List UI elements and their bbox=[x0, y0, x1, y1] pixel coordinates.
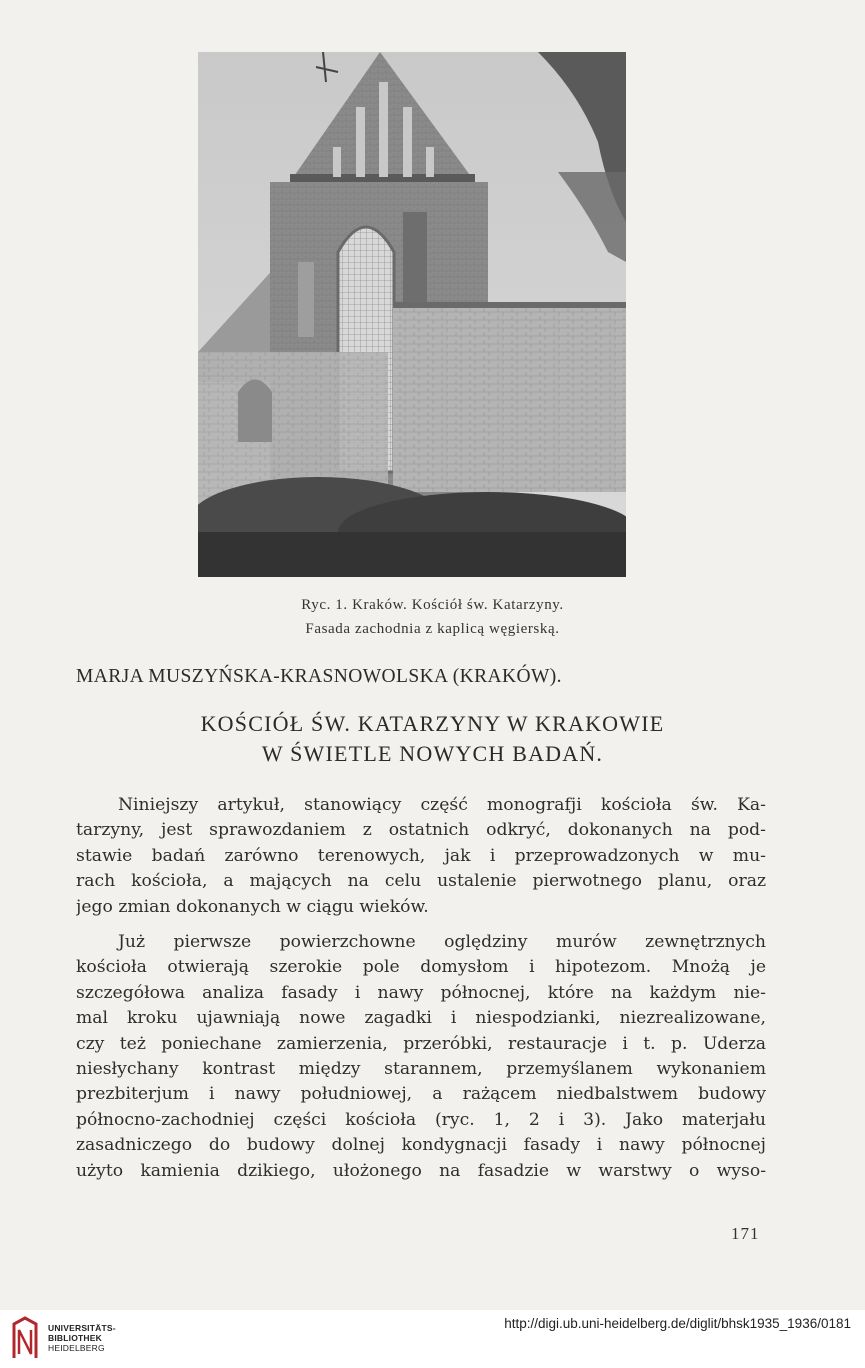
church-facade-photo bbox=[198, 52, 626, 577]
text-line: kościoła otwierają szerokie pole domysłom i hipotezom. Mnożą je bbox=[76, 957, 766, 978]
article-body-paragraph-2 bbox=[76, 930, 766, 1184]
text-line: Już pierwsze powierzchowne oględziny murów zewnętrznych bbox=[118, 932, 766, 952]
digitization-footer bbox=[0, 1310, 865, 1368]
text-line: szczegółowa analiza fasady i nawy północnej, które na każdym nie- bbox=[76, 982, 766, 1003]
library-name bbox=[48, 1323, 116, 1353]
text-line: użyto kamienia dzikiego, ułożonego na fasadzie w warstwy o wyso- bbox=[76, 1160, 766, 1181]
university-library-logo-icon bbox=[10, 1316, 40, 1362]
text-line: jego zmian dokonanych w ciągu wieków. bbox=[76, 896, 429, 917]
page-number: 171 bbox=[731, 1224, 760, 1243]
text-line: rach kościoła, a mających na celu ustalenie pierwotnego planu, oraz bbox=[76, 871, 766, 892]
article-author: MARJA MUSZYŃSKA-KRASNOWOLSKA (KRAKÓW). bbox=[76, 666, 562, 687]
figure-caption-line-2: Fasada zachodnia z kaplicą węgierską. bbox=[305, 621, 560, 637]
text-line: zasadniczego do budowy dolnej kondygnacji fasady i nawy północnej bbox=[76, 1135, 766, 1156]
text-line: północno-zachodniej części kościoła (ryc. 1, 2 i 3). Jako materjału bbox=[76, 1109, 766, 1130]
text-line: mal kroku ujawniają nowe zagadki i niespodzianki, niezrealizowane, bbox=[76, 1008, 766, 1029]
article-title-line-1: KOŚCIÓŁ ŚW. KATARZYNY W KRAKOWIE bbox=[200, 711, 665, 736]
article-title-line-2: W ŚWIETLE NOWYCH BADAŃ. bbox=[261, 741, 604, 766]
source-url-link[interactable]: http://digi.ub.uni-heidelberg.de/diglit/bhsk1935_1936/0181 bbox=[504, 1316, 851, 1331]
text-line: tarzyny, jest sprawozdaniem z ostatnich odkryć, dokonanych na pod- bbox=[76, 820, 766, 841]
text-line: prezbiterjum i nawy południowej, a rażącem niedbalstwem budowy bbox=[76, 1084, 766, 1105]
text-line: niesłychany kontrast między starannem, przemyślanem wykonaniem bbox=[76, 1058, 766, 1079]
library-name-line-1: UNIVERSITÄTS- bbox=[48, 1323, 116, 1333]
text-line: czy też poniechane zamierzenia, przeróbki, restauracje i t. p. Uderza bbox=[76, 1033, 766, 1054]
library-name-line-2: BIBLIOTHEK bbox=[48, 1333, 102, 1343]
library-name-line-3: HEIDELBERG bbox=[48, 1343, 105, 1353]
text-line: Niniejszy artykuł, stanowiący część monografji kościoła św. Ka- bbox=[118, 795, 766, 815]
article-body-paragraph-1 bbox=[76, 793, 766, 920]
figure-caption-line-1: Ryc. 1. Kraków. Kościół św. Katarzyny. bbox=[301, 597, 564, 613]
text-line: stawie badań zarówno terenowych, jak i przeprowadzonych w mu- bbox=[76, 845, 766, 866]
